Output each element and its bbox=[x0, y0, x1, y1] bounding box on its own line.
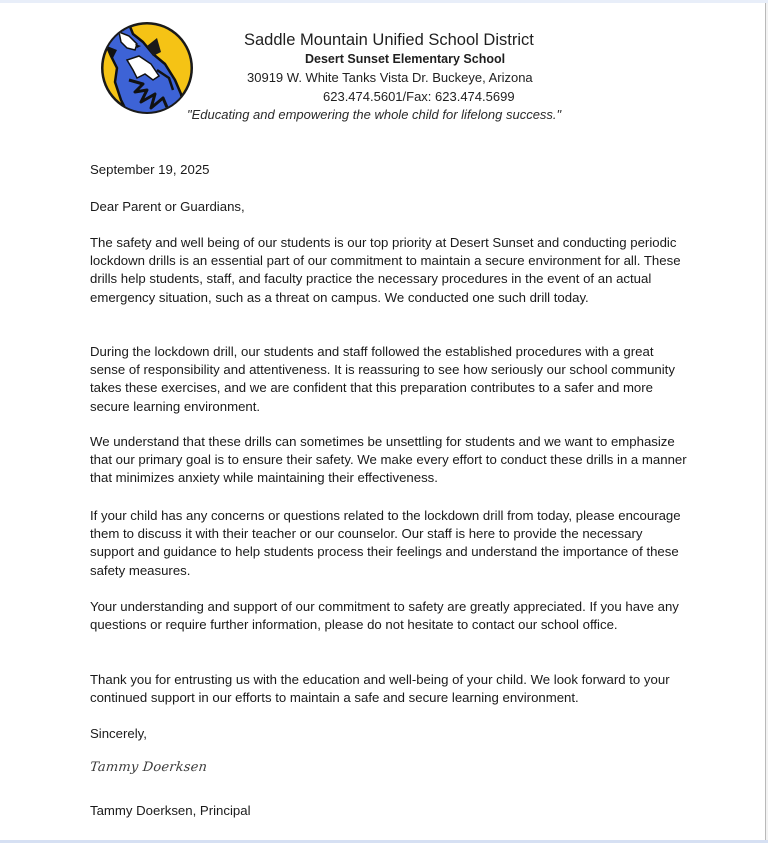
paragraph-text: If your child has any concerns or questions related to the lockdown drill from today, please encourage them to discuss it with their teacher or our counselor. Our staff is here to provide the necessary support and guidance to help students process their feelings and understand the importance of these safety measures. bbox=[90, 508, 681, 578]
school-motto: "Educating and empowering the whole child for lifelong success." bbox=[187, 107, 562, 122]
letter-paragraph bbox=[90, 671, 690, 707]
paragraph-text: We understand that these drills can sometimes be unsettling for students and we want to emphasize that our primary goal is to ensure their safety. We make every effort to conduct these drills in a manner that minimizes anxiety while maintaining their effectiveness. bbox=[90, 434, 687, 486]
page-top-edge bbox=[0, 0, 768, 3]
school-phone-fax: 623.474.5601/Fax: 623.474.5699 bbox=[323, 89, 515, 104]
letter-signoff: Tammy Doerksen, Principal bbox=[90, 803, 251, 818]
handwritten-signature: Tammy Doerksen bbox=[89, 760, 208, 775]
letter-paragraph bbox=[90, 343, 690, 416]
letter-closing: Sincerely, bbox=[90, 726, 147, 741]
paragraph-text: During the lockdown drill, our students and staff followed the established procedures with a great sense of responsibility and attentiveness. It is reassuring to see how seriously our school community takes these exercises, and we are confident that this preparation contributes to a safer and more secure learning environment. bbox=[90, 344, 675, 414]
school-address: 30919 W. White Tanks Vista Dr. Buckeye, Arizona bbox=[247, 70, 533, 85]
paragraph-text: Thank you for entrusting us with the education and well-being of your child. We look forward to your continued support in our efforts to maintain a safe and secure learning environment. bbox=[90, 672, 670, 706]
letter-greeting: Dear Parent or Guardians, bbox=[90, 199, 245, 214]
letter-paragraph bbox=[90, 598, 690, 634]
letter-paragraph bbox=[90, 433, 690, 488]
howling-wolf-logo-icon bbox=[99, 20, 195, 116]
school-name: Desert Sunset Elementary School bbox=[305, 52, 506, 66]
letter-date: September 19, 2025 bbox=[90, 162, 210, 177]
district-name: Saddle Mountain Unified School District bbox=[244, 31, 534, 49]
paragraph-text: The safety and well being of our students is our top priority at Desert Sunset and conducting periodic lockdown drills is an essential part of our commitment to maintain a secure environment for all. These drills help students, staff, and faculty practice the necessary procedures in the event of an actual emergency situation, such as a threat on campus. We conducted one such drill today. bbox=[90, 235, 681, 305]
letter-paragraph bbox=[90, 507, 690, 580]
paragraph-text: Your understanding and support of our commitment to safety are greatly appreciated. If you have any questions or require further information, please do not hesitate to contact our school office. bbox=[90, 599, 679, 633]
letter-paragraph bbox=[90, 234, 690, 307]
